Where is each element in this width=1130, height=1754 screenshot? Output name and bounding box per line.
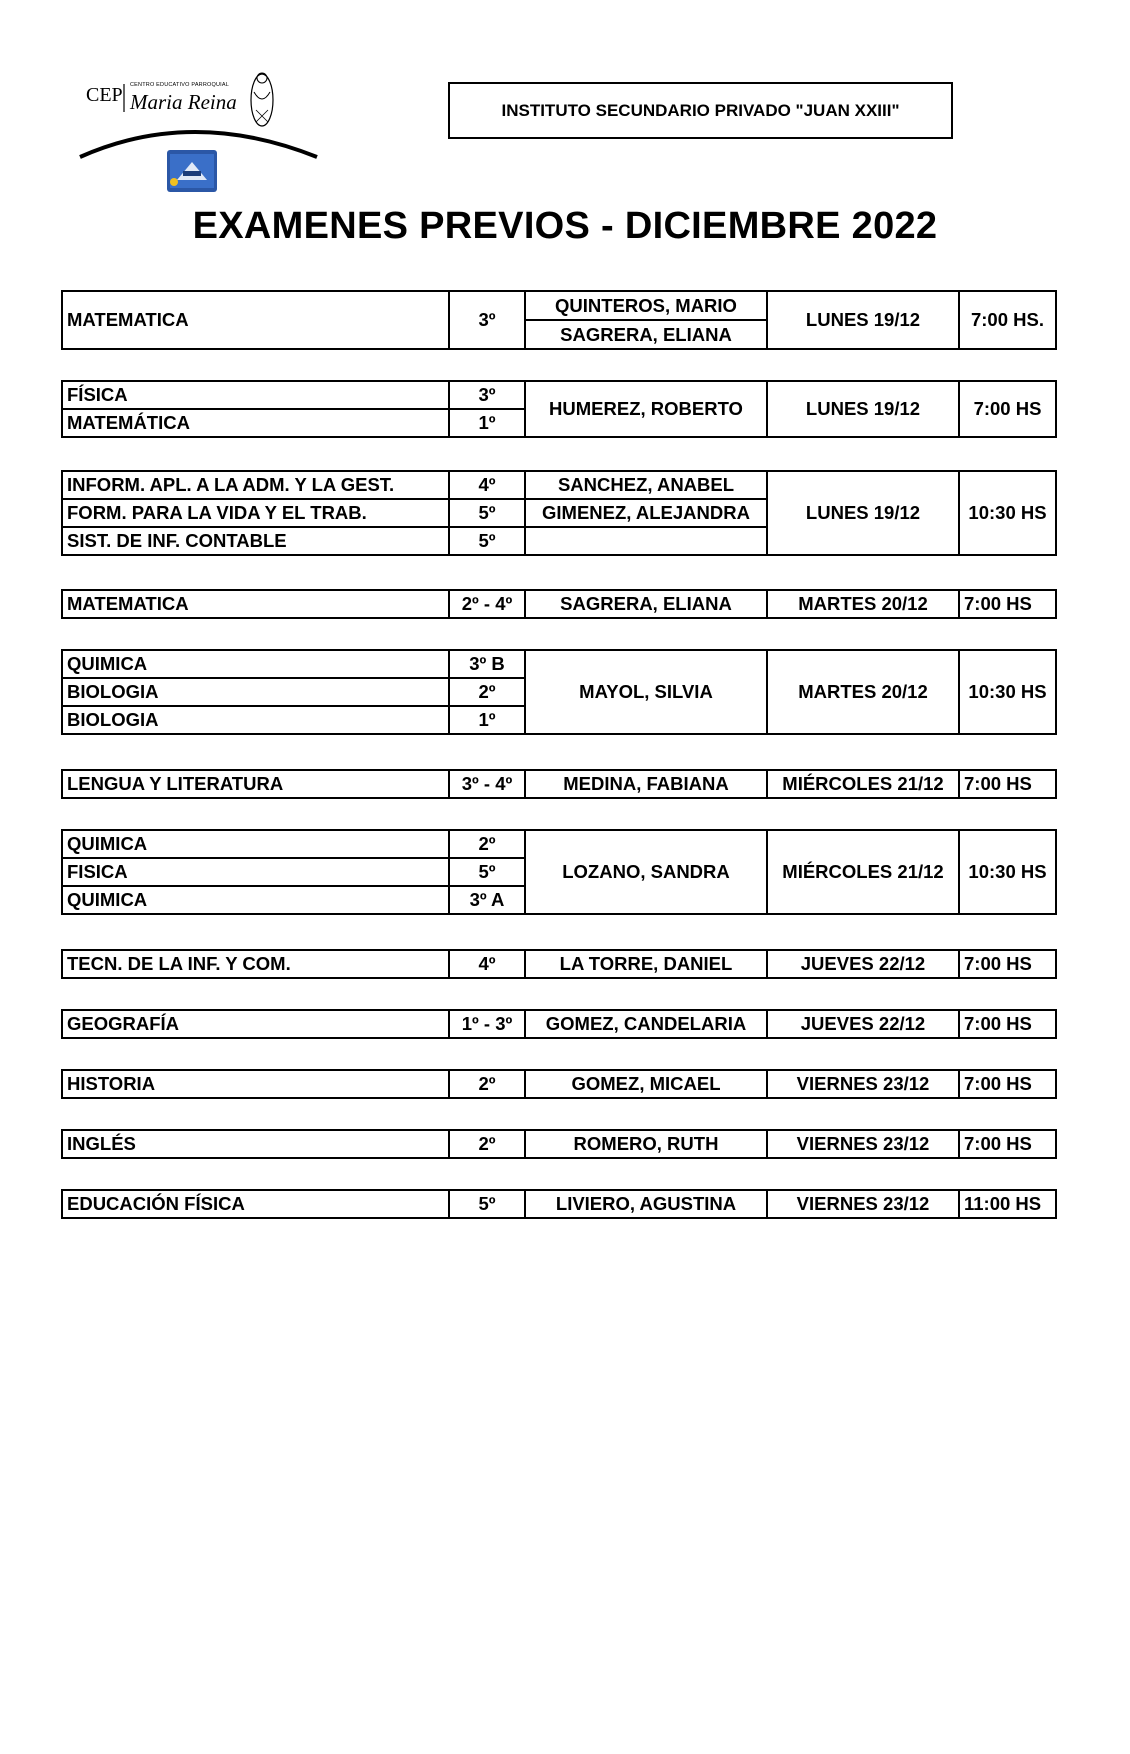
exam-time: 10:30 HS [959, 650, 1056, 734]
exam-teacher: QUINTEROS, MARIO [525, 291, 767, 320]
exam-teacher: MAYOL, SILVIA [525, 650, 767, 734]
exam-subject: BIOLOGIA [62, 678, 449, 706]
exam-teacher: LA TORRE, DANIEL [525, 950, 767, 978]
exam-teacher: SANCHEZ, ANABEL [525, 471, 767, 499]
exam-grade: 3º B [449, 650, 525, 678]
exam-block-humerez [61, 380, 1057, 438]
exam-block-lengua [61, 769, 1057, 799]
exam-subject: LENGUA Y LITERATURA [62, 770, 449, 798]
exam-time: 7:00 HS [959, 770, 1056, 798]
exam-grade: 1º [449, 706, 525, 734]
exam-grade: 2º [449, 1130, 525, 1158]
exam-day: MIÉRCOLES 21/12 [767, 770, 959, 798]
exam-subject: FORM. PARA LA VIDA Y EL TRAB. [62, 499, 449, 527]
exam-time: 7:00 HS [959, 381, 1056, 437]
exam-subject: QUIMICA [62, 830, 449, 858]
exam-time: 10:30 HS [959, 471, 1056, 555]
logo-script-text: Maria Reina [130, 90, 237, 114]
exam-grade: 4º [449, 950, 525, 978]
exam-grade: 2º [449, 1070, 525, 1098]
exam-subject: SIST. DE INF. CONTABLE [62, 527, 449, 555]
exam-subject: GEOGRAFÍA [62, 1010, 449, 1038]
exam-day: JUEVES 22/12 [767, 950, 959, 978]
exam-teacher: GOMEZ, MICAEL [525, 1070, 767, 1098]
exam-teacher: GOMEZ, CANDELARIA [525, 1010, 767, 1038]
exam-block-educacion-fisica [61, 1189, 1057, 1219]
exam-grade: 2º [449, 678, 525, 706]
exam-grade: 2º - 4º [449, 590, 525, 618]
school-logo [72, 62, 322, 197]
exam-time: 7:00 HS [959, 590, 1056, 618]
exam-time: 7:00 HS [959, 1130, 1056, 1158]
exam-block-mayol [61, 649, 1057, 735]
exam-day: LUNES 19/12 [767, 471, 959, 555]
exam-grade: 1º [449, 409, 525, 437]
exam-subject: MATEMATICA [62, 590, 449, 618]
exam-time: 11:00 HS [959, 1190, 1056, 1218]
exam-grade: 3º - 4º [449, 770, 525, 798]
exam-grade: 3º [449, 291, 525, 349]
exam-teacher: LIVIERO, AGUSTINA [525, 1190, 767, 1218]
exam-subject: TECN. DE LA INF. Y COM. [62, 950, 449, 978]
exam-block-lunes-1030 [61, 470, 1057, 556]
exam-grade: 5º [449, 858, 525, 886]
exam-time: 7:00 HS [959, 1010, 1056, 1038]
exam-subject: QUIMICA [62, 886, 449, 914]
exam-teacher: GIMENEZ, ALEJANDRA [525, 499, 767, 527]
exam-teacher: SAGRERA, ELIANA [525, 320, 767, 349]
exam-subject: MATEMATICA [62, 291, 449, 349]
exam-subject: QUIMICA [62, 650, 449, 678]
exam-grade: 3º A [449, 886, 525, 914]
exam-block-matematica-3 [61, 290, 1057, 350]
exam-teacher: HUMEREZ, ROBERTO [525, 381, 767, 437]
exam-grade: 2º [449, 830, 525, 858]
exam-day: LUNES 19/12 [767, 291, 959, 349]
logo-artwork-icon [72, 62, 322, 197]
exam-subject: INFORM. APL. A LA ADM. Y LA GEST. [62, 471, 449, 499]
exam-grade: 5º [449, 499, 525, 527]
exam-subject: INGLÉS [62, 1130, 449, 1158]
exam-teacher: SAGRERA, ELIANA [525, 590, 767, 618]
page-title: EXAMENES PREVIOS - DICIEMBRE 2022 [192, 205, 938, 247]
exam-day: VIERNES 23/12 [767, 1130, 959, 1158]
exam-day: LUNES 19/12 [767, 381, 959, 437]
exam-teacher: MEDINA, FABIANA [525, 770, 767, 798]
exam-subject: EDUCACIÓN FÍSICA [62, 1190, 449, 1218]
logo-cep-text: CEP [86, 84, 123, 106]
exam-day: VIERNES 23/12 [767, 1070, 959, 1098]
exam-subject: FÍSICA [62, 381, 449, 409]
exam-block-tecn [61, 949, 1057, 979]
exam-block-ingles [61, 1129, 1057, 1159]
exam-subject: HISTORIA [62, 1070, 449, 1098]
exam-grade: 5º [449, 1190, 525, 1218]
exam-teacher [525, 527, 767, 555]
exam-time: 7:00 HS. [959, 291, 1056, 349]
exam-subject: BIOLOGIA [62, 706, 449, 734]
school-name-box [448, 82, 953, 139]
exam-block-lozano [61, 829, 1057, 915]
exam-grade: 5º [449, 527, 525, 555]
exam-time: 7:00 HS [959, 1070, 1056, 1098]
exam-grade: 3º [449, 381, 525, 409]
exam-grade: 1º - 3º [449, 1010, 525, 1038]
exam-block-matematica-2-4 [61, 589, 1057, 619]
exam-grade: 4º [449, 471, 525, 499]
exam-day: MARTES 20/12 [767, 650, 959, 734]
logo-small-text: CENTRO EDUCATIVO PARROQUIAL [130, 82, 230, 88]
school-name: INSTITUTO SECUNDARIO PRIVADO "JUAN XXIII" [501, 100, 900, 120]
exam-time: 10:30 HS [959, 830, 1056, 914]
exam-teacher: ROMERO, RUTH [525, 1130, 767, 1158]
exam-subject: FISICA [62, 858, 449, 886]
exam-block-geografia [61, 1009, 1057, 1039]
exam-block-historia [61, 1069, 1057, 1099]
exam-day: VIERNES 23/12 [767, 1190, 959, 1218]
exam-time: 7:00 HS [959, 950, 1056, 978]
exam-subject: MATEMÁTICA [62, 409, 449, 437]
exam-teacher: LOZANO, SANDRA [525, 830, 767, 914]
exam-day: MIÉRCOLES 21/12 [767, 830, 959, 914]
exam-day: MARTES 20/12 [767, 590, 959, 618]
exam-day: JUEVES 22/12 [767, 1010, 959, 1038]
